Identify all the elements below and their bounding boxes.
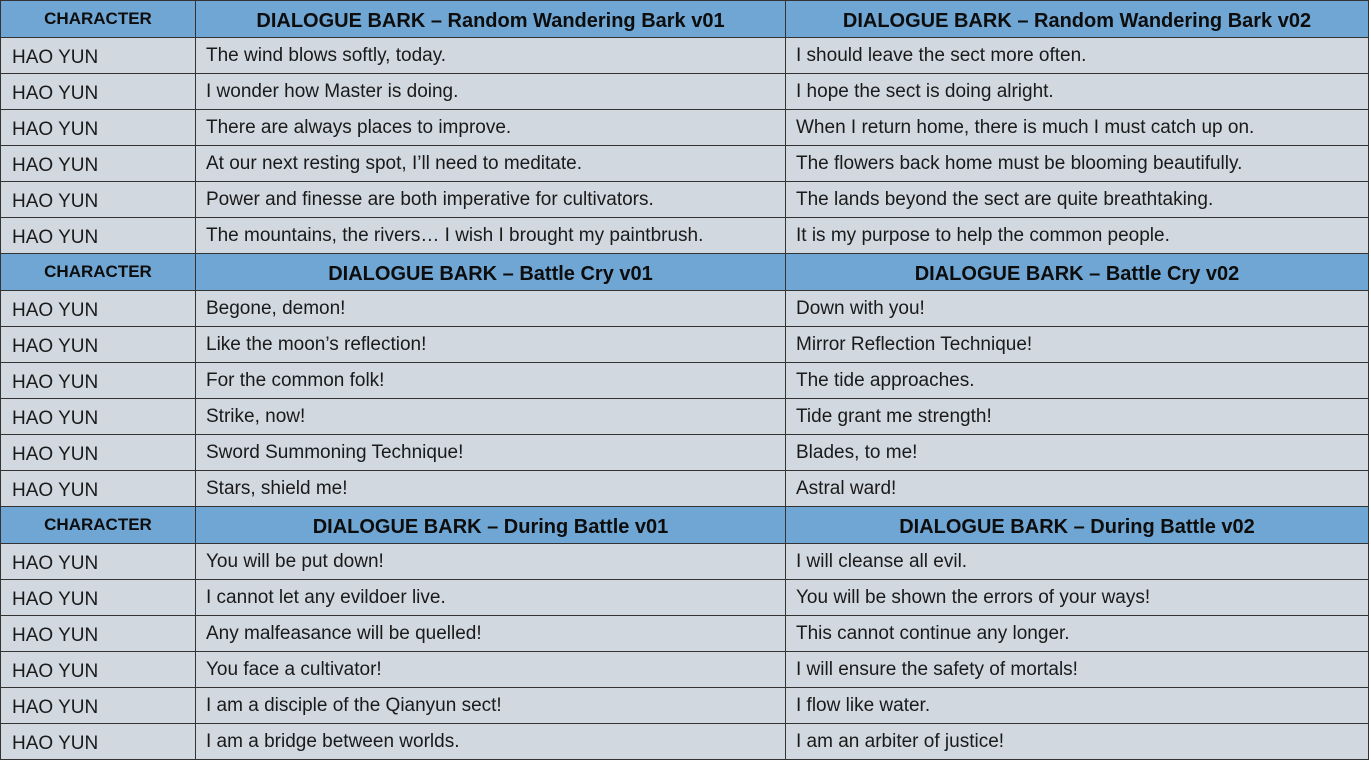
bark-v01-cell[interactable]: Sword Summoning Technique! bbox=[196, 435, 786, 471]
character-cell[interactable]: HAO YUN bbox=[1, 327, 196, 363]
bark-v01-column-header: DIALOGUE BARK – Random Wandering Bark v01 bbox=[196, 1, 786, 38]
character-cell[interactable]: HAO YUN bbox=[1, 399, 196, 435]
section-header-row bbox=[1, 254, 1369, 291]
bark-v01-cell[interactable]: I cannot let any evildoer live. bbox=[196, 580, 786, 616]
table-row bbox=[1, 110, 1369, 146]
bark-v01-column-header: DIALOGUE BARK – Battle Cry v01 bbox=[196, 254, 786, 291]
character-cell[interactable]: HAO YUN bbox=[1, 74, 196, 110]
bark-v02-cell[interactable]: I will cleanse all evil. bbox=[786, 544, 1369, 580]
bark-v02-cell[interactable]: This cannot continue any longer. bbox=[786, 616, 1369, 652]
character-column-header: CHARACTER bbox=[1, 1, 196, 38]
bark-v02-cell[interactable]: Mirror Reflection Technique! bbox=[786, 327, 1369, 363]
table-row bbox=[1, 580, 1369, 616]
character-cell[interactable]: HAO YUN bbox=[1, 218, 196, 254]
table-row bbox=[1, 146, 1369, 182]
bark-v01-cell[interactable]: I wonder how Master is doing. bbox=[196, 74, 786, 110]
character-cell[interactable]: HAO YUN bbox=[1, 363, 196, 399]
character-cell[interactable]: HAO YUN bbox=[1, 724, 196, 760]
bark-v02-cell[interactable]: I will ensure the safety of mortals! bbox=[786, 652, 1369, 688]
bark-v02-cell[interactable]: The flowers back home must be blooming beautifully. bbox=[786, 146, 1369, 182]
bark-v02-cell[interactable]: You will be shown the errors of your ways! bbox=[786, 580, 1369, 616]
bark-v01-cell[interactable]: I am a disciple of the Qianyun sect! bbox=[196, 688, 786, 724]
bark-v02-column-header: DIALOGUE BARK – During Battle v02 bbox=[786, 507, 1369, 544]
bark-v01-cell[interactable]: Like the moon’s reflection! bbox=[196, 327, 786, 363]
character-cell[interactable]: HAO YUN bbox=[1, 435, 196, 471]
table-row bbox=[1, 291, 1369, 327]
bark-v02-cell[interactable]: I should leave the sect more often. bbox=[786, 38, 1369, 74]
table-row bbox=[1, 218, 1369, 254]
bark-v01-cell[interactable]: For the common folk! bbox=[196, 363, 786, 399]
bark-v01-cell[interactable]: Stars, shield me! bbox=[196, 471, 786, 507]
table-row bbox=[1, 327, 1369, 363]
character-cell[interactable]: HAO YUN bbox=[1, 652, 196, 688]
table-row bbox=[1, 616, 1369, 652]
bark-v02-cell[interactable]: Tide grant me strength! bbox=[786, 399, 1369, 435]
table-row bbox=[1, 652, 1369, 688]
character-cell[interactable]: HAO YUN bbox=[1, 544, 196, 580]
table-row bbox=[1, 688, 1369, 724]
character-cell[interactable]: HAO YUN bbox=[1, 471, 196, 507]
bark-v01-cell[interactable]: Any malfeasance will be quelled! bbox=[196, 616, 786, 652]
bark-v01-cell[interactable]: You face a cultivator! bbox=[196, 652, 786, 688]
bark-v01-cell[interactable]: The mountains, the rivers… I wish I brought my paintbrush. bbox=[196, 218, 786, 254]
character-cell[interactable]: HAO YUN bbox=[1, 182, 196, 218]
bark-v02-cell[interactable]: I am an arbiter of justice! bbox=[786, 724, 1369, 760]
character-cell[interactable]: HAO YUN bbox=[1, 38, 196, 74]
bark-v01-cell[interactable]: The wind blows softly, today. bbox=[196, 38, 786, 74]
character-cell[interactable]: HAO YUN bbox=[1, 580, 196, 616]
bark-v02-cell[interactable]: Down with you! bbox=[786, 291, 1369, 327]
bark-v02-cell[interactable]: Blades, to me! bbox=[786, 435, 1369, 471]
bark-v02-cell[interactable]: The tide approaches. bbox=[786, 363, 1369, 399]
section-header-row bbox=[1, 507, 1369, 544]
bark-v01-column-header: DIALOGUE BARK – During Battle v01 bbox=[196, 507, 786, 544]
table-row bbox=[1, 182, 1369, 218]
dialogue-bark-table-body bbox=[1, 1, 1369, 760]
character-cell[interactable]: HAO YUN bbox=[1, 616, 196, 652]
character-cell[interactable]: HAO YUN bbox=[1, 110, 196, 146]
character-cell[interactable]: HAO YUN bbox=[1, 291, 196, 327]
table-row bbox=[1, 363, 1369, 399]
table-row bbox=[1, 38, 1369, 74]
character-column-header: CHARACTER bbox=[1, 254, 196, 291]
table-row bbox=[1, 435, 1369, 471]
character-column-header: CHARACTER bbox=[1, 507, 196, 544]
bark-v01-cell[interactable]: Strike, now! bbox=[196, 399, 786, 435]
bark-v02-column-header: DIALOGUE BARK – Battle Cry v02 bbox=[786, 254, 1369, 291]
bark-v01-cell[interactable]: You will be put down! bbox=[196, 544, 786, 580]
bark-v02-cell[interactable]: I flow like water. bbox=[786, 688, 1369, 724]
bark-v01-cell[interactable]: Begone, demon! bbox=[196, 291, 786, 327]
bark-v02-cell[interactable]: I hope the sect is doing alright. bbox=[786, 74, 1369, 110]
table-row bbox=[1, 471, 1369, 507]
character-cell[interactable]: HAO YUN bbox=[1, 146, 196, 182]
table-row bbox=[1, 399, 1369, 435]
bark-v02-cell[interactable]: The lands beyond the sect are quite breathtaking. bbox=[786, 182, 1369, 218]
bark-v02-cell[interactable]: It is my purpose to help the common people. bbox=[786, 218, 1369, 254]
section-header-row bbox=[1, 1, 1369, 38]
bark-v02-cell[interactable]: When I return home, there is much I must catch up on. bbox=[786, 110, 1369, 146]
bark-v01-cell[interactable]: At our next resting spot, I’ll need to meditate. bbox=[196, 146, 786, 182]
character-cell[interactable]: HAO YUN bbox=[1, 688, 196, 724]
bark-v02-column-header: DIALOGUE BARK – Random Wandering Bark v02 bbox=[786, 1, 1369, 38]
bark-v01-cell[interactable]: Power and finesse are both imperative for cultivators. bbox=[196, 182, 786, 218]
bark-v02-cell[interactable]: Astral ward! bbox=[786, 471, 1369, 507]
table-row bbox=[1, 74, 1369, 110]
bark-v01-cell[interactable]: There are always places to improve. bbox=[196, 110, 786, 146]
bark-v01-cell[interactable]: I am a bridge between worlds. bbox=[196, 724, 786, 760]
table-row bbox=[1, 544, 1369, 580]
table-row bbox=[1, 724, 1369, 760]
